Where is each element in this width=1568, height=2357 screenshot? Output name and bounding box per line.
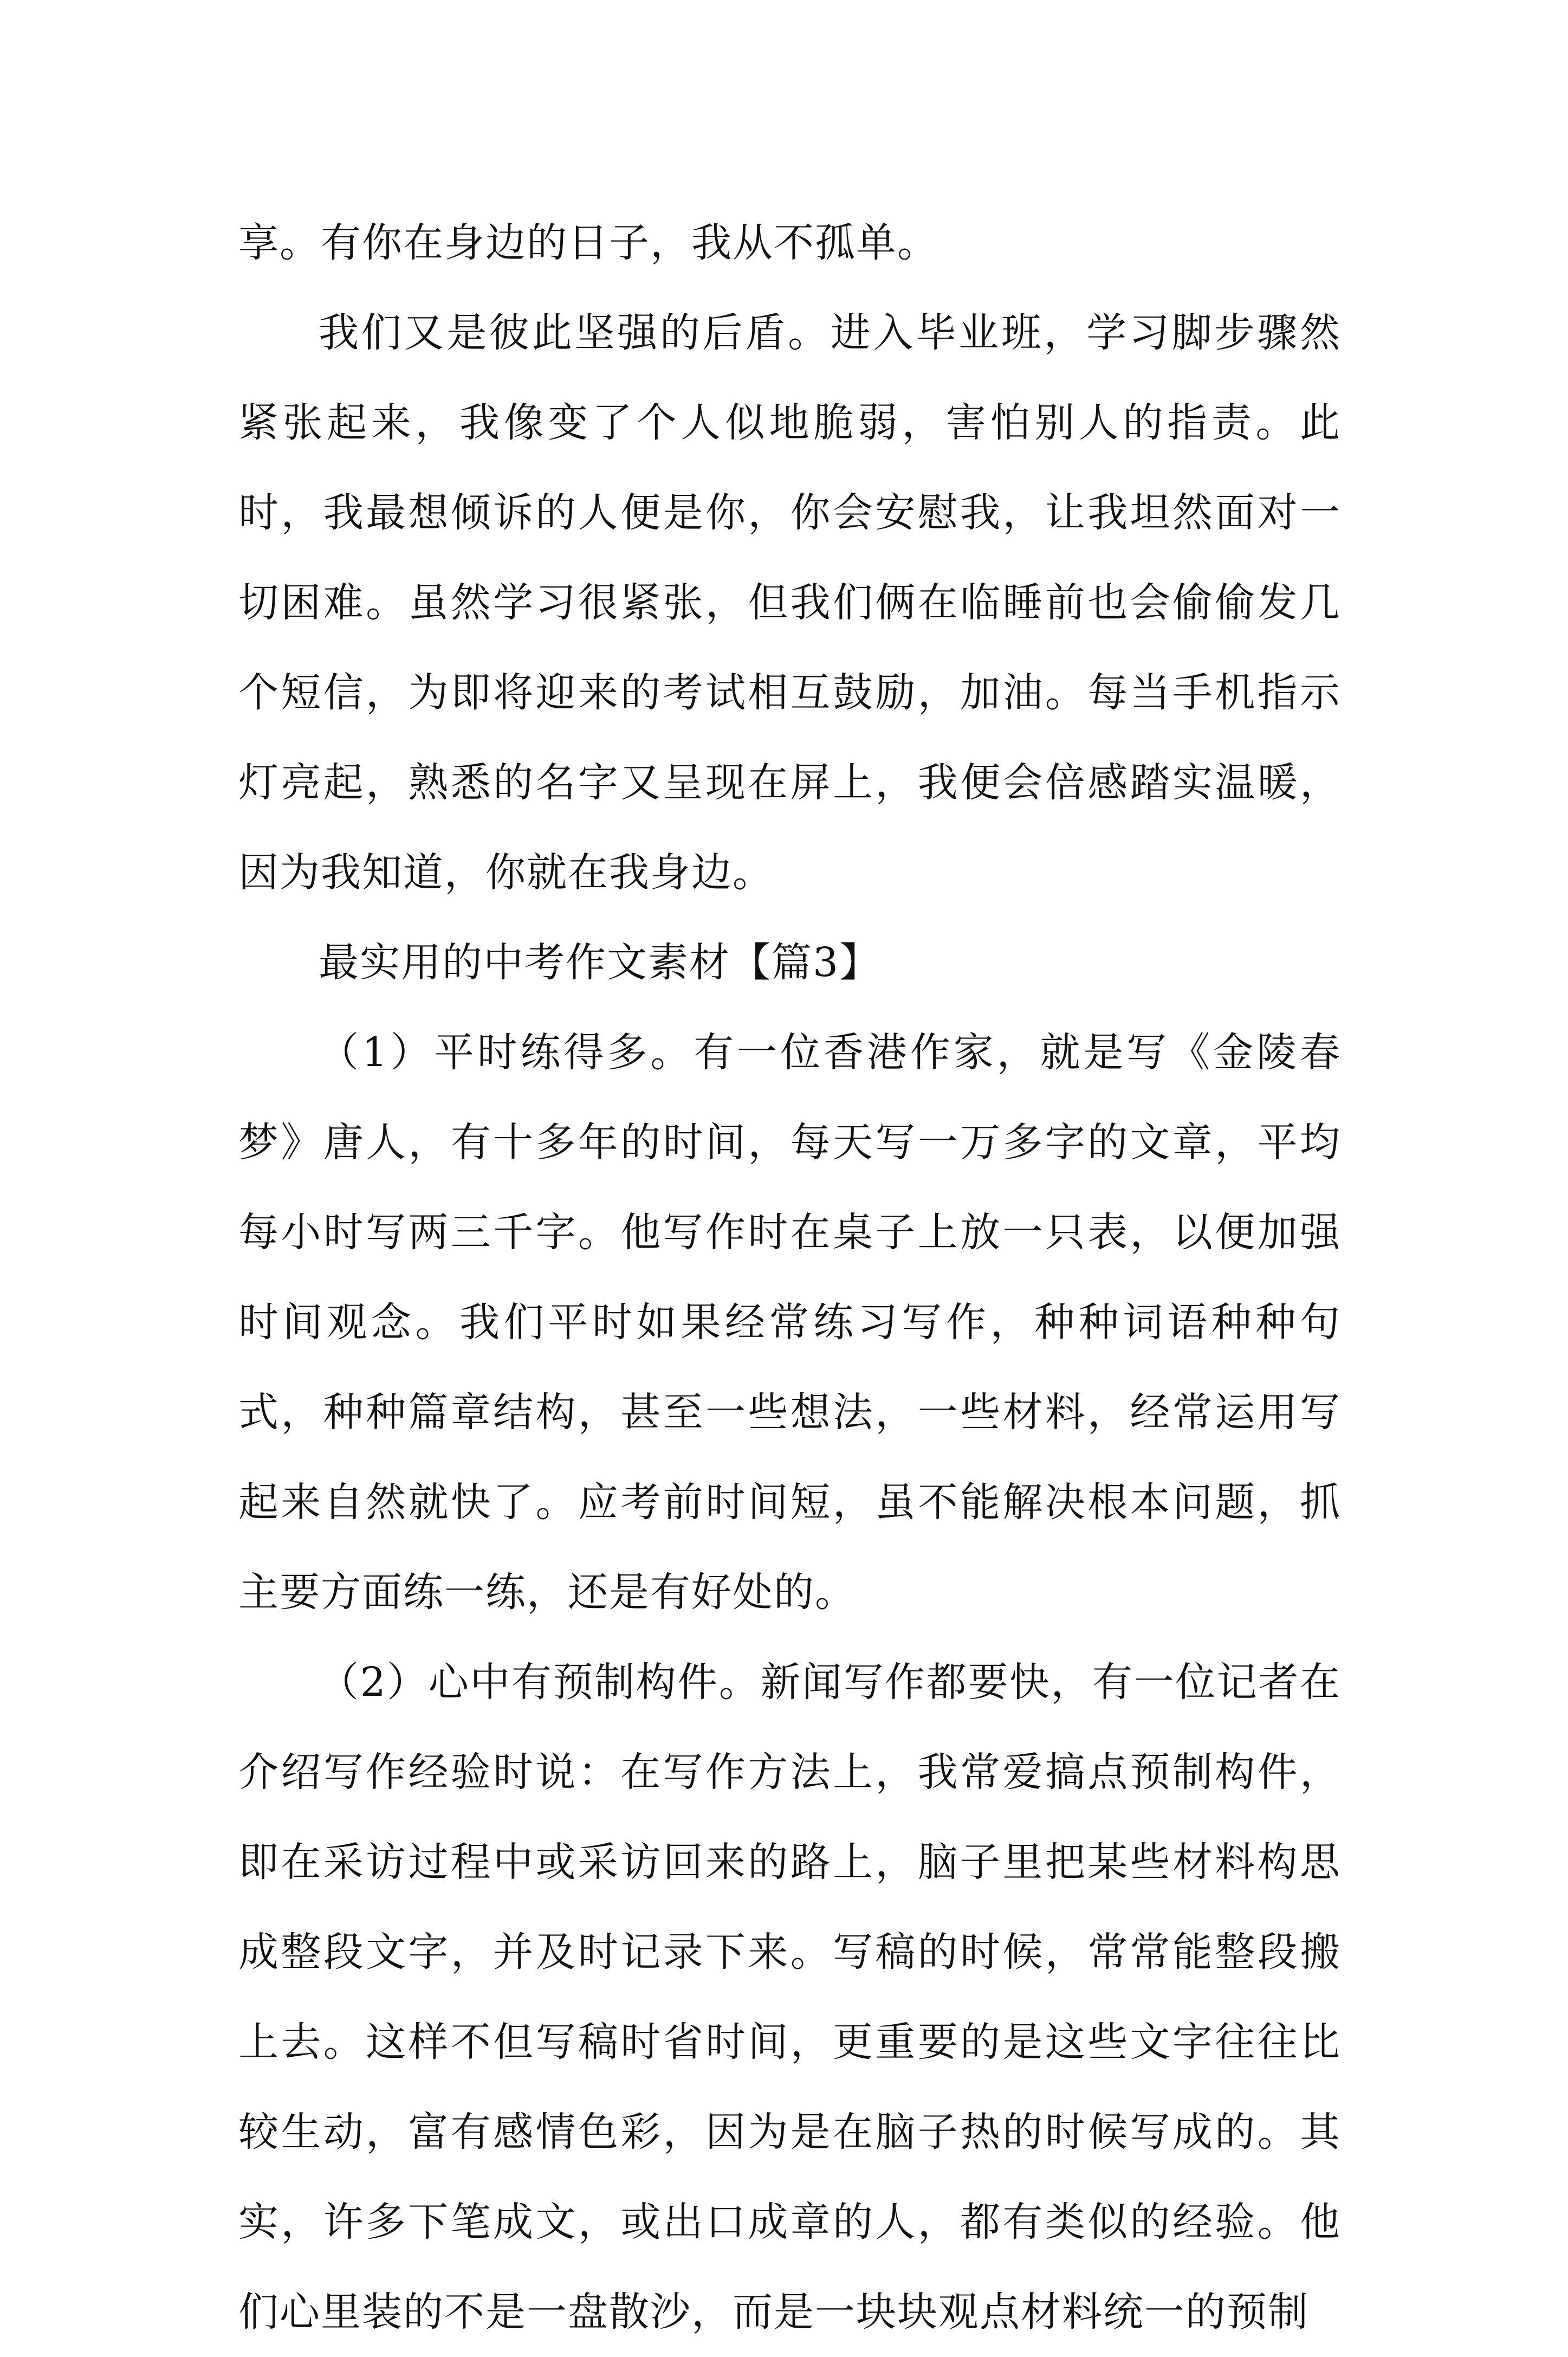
paragraph-body: 我们又是彼此坚强的后盾。进入毕业班，学习脚步骤然紧张起来，我像变了个人似地脆弱，害怕别人的指责。此时，我最想倾诉的人便是你，你会安慰我，让我坦然面对一切困难。虽然学习很紧张，但我们俩在临睡前也会偷偷发几个短信，为即将迎来的考试相互鼓励，加油。每当手机指示灯亮起，熟悉的名字又呈现在屏上，我便会倍感踏实温暖，因为我知道，你就在我身边。	[238, 309, 1341, 896]
section-heading: 最实用的中考作文素材【篇3】	[319, 939, 881, 986]
document-body	[238, 198, 1341, 2357]
paragraph-continued: 享。有你在身边的日子，我从不孤单。	[238, 219, 938, 266]
paragraph-body: （2）心中有预制构件。新闻写作都要快，有一位记者在介绍写作经验时说：在写作方法上，我常爱搞点预制构件，即在采访过程中或采访回来的路上，脑子里把某些材料构思成整段文字，并及时记录下来。写稿的时候，常常能整段搬上去。这样不但写稿时省时间，更重要的是这些文字往往比较生动，富有感情色彩，因为是在脑子热的时候写成的。其实，许多下笔成文，或出口成章的人，都有类似的经验。他们心里装的不是一盘散沙，而是一块块观点材料统一的预制	[238, 1659, 1341, 2335]
paragraph-body: （1）平时练得多。有一位香港作家，就是写《金陵春梦》唐人，有十多年的时间，每天写一万多字的文章，平均每小时写两三千字。他写作时在桌子上放一只表，以便加强时间观念。我们平时如果经常练习写作，种种词语种种句式，种种篇章结构，甚至一些想法，一些材料，经常运用写起来自然就快了。应考前时间短，虽不能解决根本问题，抓主要方面练一练，还是有好处的。	[238, 1029, 1341, 1616]
